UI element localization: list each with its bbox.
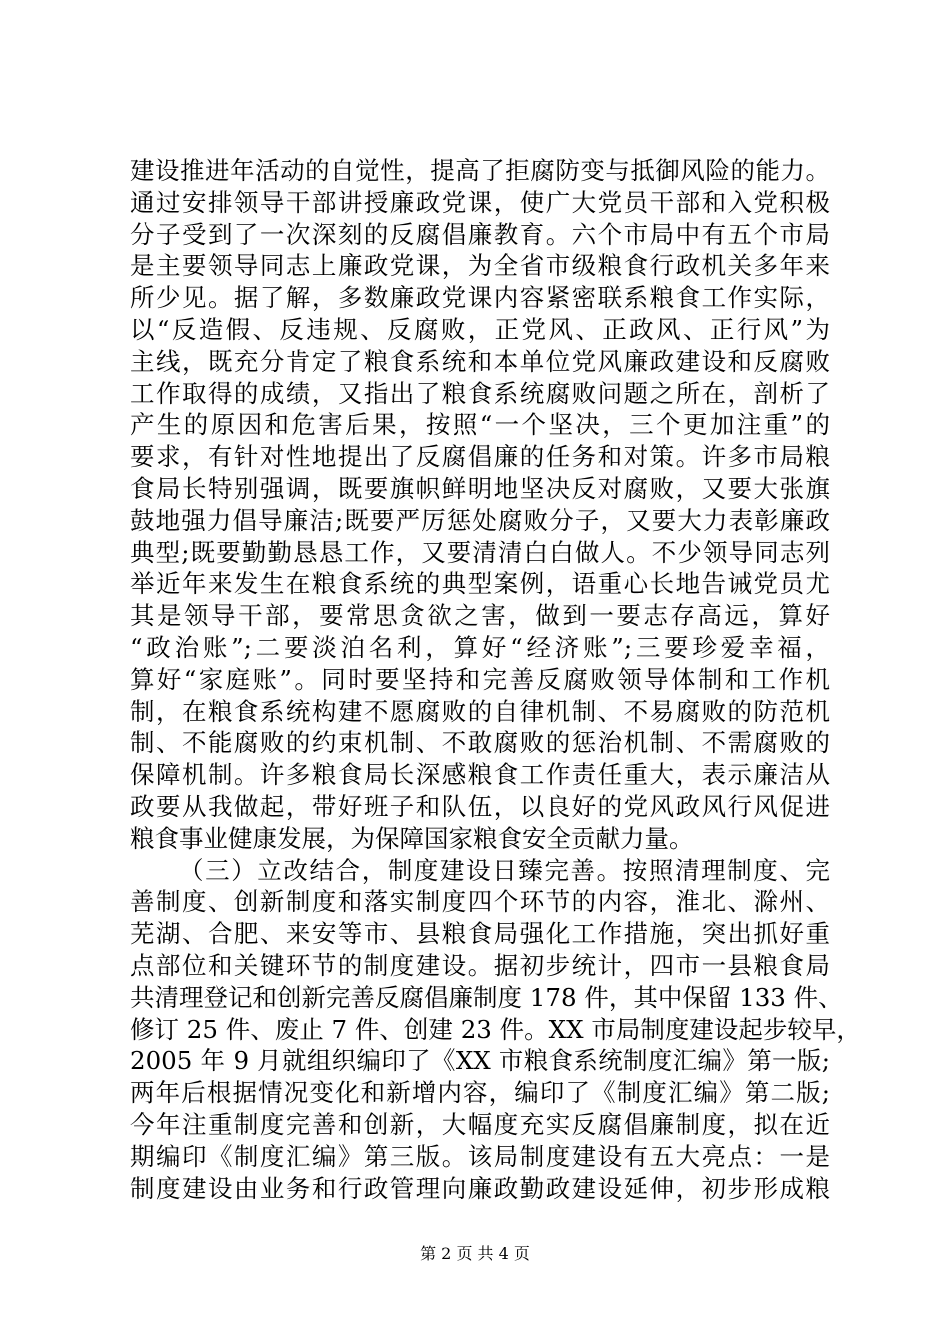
text-line: 食局长特别强调，既要旗帜鲜明地坚决反对腐败，又要大张旗 <box>130 473 830 503</box>
text-line: 算好“家庭账”。同时要坚持和完善反腐败领导体制和工作机 <box>130 664 830 694</box>
text-line: 所少见。据了解，多数廉政党课内容紧密联系粮食工作实际， <box>130 283 830 313</box>
text-line: 工作取得的成绩，又指出了粮食系统腐败问题之所在，剖析了 <box>130 378 830 408</box>
text-line: 通过安排领导干部讲授廉政党课，使广大党员干部和入党积极 <box>130 187 830 217</box>
text-line: 修订 25 件、废止 7 件、创建 23 件。XX 市局制度建设起步较早， <box>130 1014 861 1044</box>
text-line: 是主要领导同志上廉政党课，为全省市级粮食行政机关多年来 <box>130 251 830 281</box>
text-line: 产生的原因和危害后果，按照“一个坚决，三个更加注重”的 <box>130 410 830 440</box>
text-line: 粮食事业健康发展，为保障国家粮食安全贡献力量。 <box>130 823 694 853</box>
text-line: 芜湖、合肥、来安等市、县粮食局强化工作措施，突出抓好重 <box>130 919 830 949</box>
text-line: 建设推进年活动的自觉性，提高了拒腐防变与抵御风险的能力。 <box>130 156 830 185</box>
text-line: 两年后根据情况变化和新增内容，编印了《制度汇编》第二版; <box>130 1078 830 1108</box>
text-line: 制、不能腐败的约束机制、不敢腐败的惩治机制、不需腐败的 <box>130 728 830 758</box>
page-footer: 第 2 页 共 4 页 <box>420 1244 530 1263</box>
text-line: 举近年来发生在粮食系统的典型案例，语重心长地告诫党员尤 <box>130 569 830 599</box>
text-line: 制度建设由业务和行政管理向廉政勤政建设延伸，初步形成粮 <box>130 1173 830 1203</box>
text-line: 保障机制。许多粮食局长深感粮食工作责任重大，表示廉洁从 <box>130 760 830 790</box>
text-line: 要求，有针对性地提出了反腐倡廉的任务和对策。许多市局粮 <box>130 442 830 472</box>
text-line: 政要从我做起，带好班子和队伍，以良好的党风政风行风促进 <box>130 791 830 821</box>
text-line: “政治账”;二要淡泊名利，算好“经济账”;三要珍爱幸福， <box>130 632 830 662</box>
text-line: 制，在粮食系统构建不愿腐败的自律机制、不易腐败的防范机 <box>130 696 830 726</box>
text-line: 分子受到了一次深刻的反腐倡廉教育。六个市局中有五个市局 <box>130 219 830 249</box>
text-line: 典型;既要勤勤恳恳工作，又要清清白白做人。不少领导同志列 <box>130 537 830 567</box>
text-line: 主线，既充分肯定了粮食系统和本单位党风廉政建设和反腐败 <box>130 346 830 376</box>
text-line: 点部位和关键环节的制度建设。据初步统计，四市一县粮食局 <box>130 950 830 980</box>
text-line: 以“反造假、反违规、反腐败，正党风、正政风、正行风”为 <box>130 314 830 344</box>
text-line: 鼓地强力倡导廉洁;既要严厉惩处腐败分子，又要大力表彰廉政 <box>130 505 830 535</box>
body-text <box>130 155 861 1204</box>
text-line: 其是领导干部，要常思贪欲之害，做到一要志存高远，算好 <box>130 601 830 631</box>
text-line: 善制度、创新制度和落实制度四个环节的内容，淮北、滁州、 <box>130 887 830 917</box>
text-line: 期编印《制度汇编》第三版。该局制度建设有五大亮点：一是 <box>130 1141 830 1171</box>
text-line: 共清理登记和创新完善反腐倡廉制度 178 件，其中保留 133 件、 <box>130 982 843 1012</box>
text-line: 今年注重制度完善和创新，大幅度充实反腐倡廉制度，拟在近 <box>130 1109 830 1139</box>
text-line: 2005 年 9 月就组织编印了《XX 市粮食系统制度汇编》第一版; <box>130 1046 830 1076</box>
text-line: （三）立改结合，制度建设日臻完善。按照清理制度、完 <box>179 855 830 885</box>
